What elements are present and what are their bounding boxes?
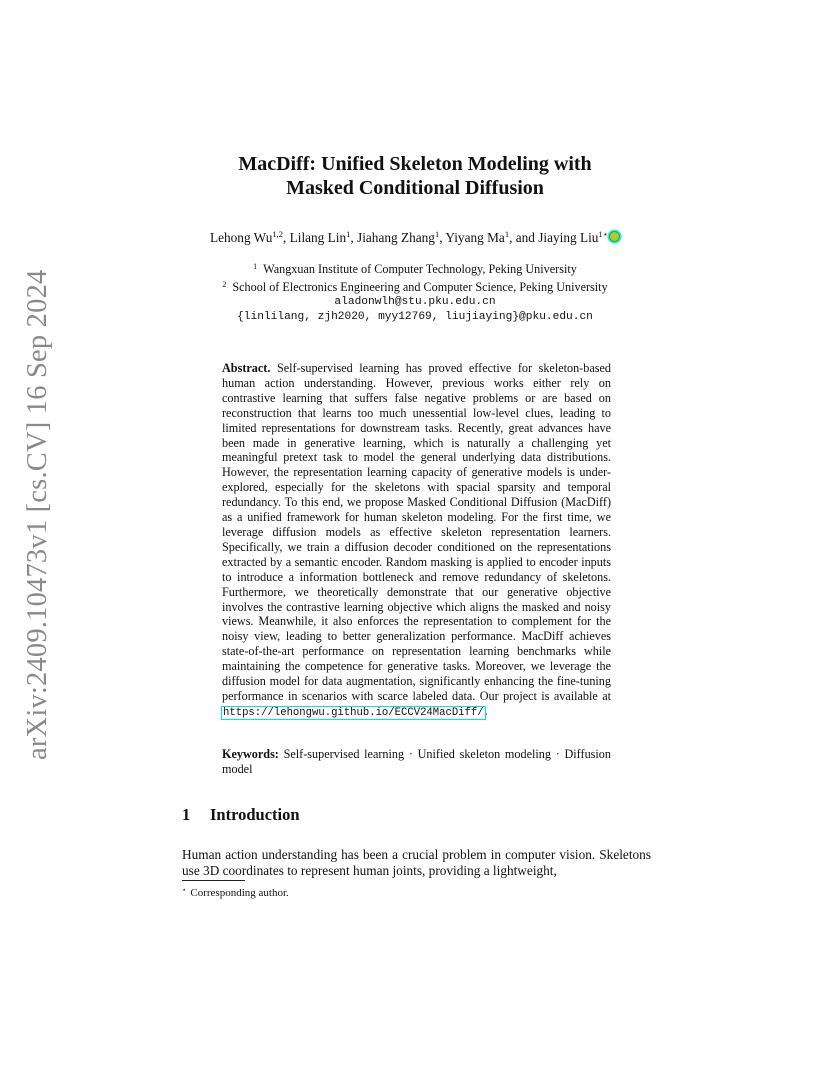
author-separator: , [350, 230, 358, 245]
footnote [182, 886, 289, 899]
orcid-icon[interactable] [609, 231, 620, 242]
intro-paragraph: Human action understanding has been a crucial problem in computer vision. Skeletons use 3D coordinates to represent human joints, providing a lightweight, [182, 847, 651, 878]
keywords [222, 747, 611, 777]
author-list [130, 229, 700, 246]
abstract-text: Self-supervised learning has proved effective for skeleton-based human action understanding. However, previous works either rely on contrastive learning that suffers false negative problems or are based on reconstruction that learns too much unessential low-level clues, leading to limited representations for downstream tasks. Recently, great advances have been made in generative learning, which is naturally a challenging yet meaningful pretext task to model the general underlying data distributions. However, the representation learning capacity of generative models is under-explored, especially for the skeletons with spacial sparsity and temporal redundancy. To this end, we propose Masked Conditional Diffusion (MacDiff) as a unified framework for human skeleton modeling. For the first time, we leverage diffusion models as effective skeleton representation learners. Specifically, we train a diffusion decoder conditioned on the representations extracted by a semantic encoder. Random masking is applied to encoder inputs to introduce a information bottleneck and remove redundancy of skeletons. Furthermore, we theoretically demonstrate that our generative objective involves the contrastive learning objective which aligns the masked and noisy views. Meanwhile, it also enforces the representation to complement for the noisy view, leading to better generalization performance. MacDiff achieves state-of-the-art performance on representation learning benchmarks while maintaining the competence for generative tasks. Moreover, we leverage the diffusion model for data augmentation, significantly enhancing the fine-tuning performance in scenarios with scarce labeled data. Our project is available at [222, 361, 611, 703]
affiliation-mark: 1 [253, 262, 258, 271]
author-affil-mark: 1 [434, 229, 440, 239]
section-number: 1 [182, 805, 191, 824]
footnote-mark: ⋆ [182, 886, 187, 894]
title-line-2: Masked Conditional Diffusion [286, 177, 544, 199]
footnote-text: Corresponding author. [190, 887, 289, 899]
abstract-label: Abstract. [222, 361, 271, 375]
footnote-rule [182, 880, 245, 881]
affiliation-mark: 2 [222, 280, 227, 289]
author-name: Yiyang Ma [445, 230, 505, 245]
author-name: Lehong Wu [209, 230, 273, 245]
project-url-link[interactable]: https://lehongwu.github.io/ECCV24MacDiff/ [223, 706, 484, 719]
abstract-tail: . [484, 703, 488, 718]
author-name: Lilang Lin [289, 230, 347, 245]
arxiv-identifier: arXiv:2409.10473v1 [cs.CV] 16 Sep 2024 [22, 269, 53, 760]
section-heading [182, 805, 300, 825]
author-separator: , and [509, 230, 539, 245]
affiliation-line [150, 277, 680, 295]
paper-title [150, 152, 680, 200]
keywords-text: Self-supervised learning · Unified skeleton modeling · Diffusion model [222, 747, 611, 776]
author-separator: , [439, 230, 446, 245]
affiliation-text: Wangxuan Institute of Computer Technology, Peking University [263, 262, 577, 276]
email-line: aladonwlh@stu.pku.edu.cn [334, 296, 496, 308]
author-separator: , [282, 230, 290, 245]
author-affil-mark: 1,2 [272, 229, 283, 239]
author-name: Jiahang Zhang [357, 230, 435, 245]
title-line-1: MacDiff: Unified Skeleton Modeling with [238, 153, 592, 175]
author-name: Jiaying Liu [538, 230, 599, 245]
section-title: Introduction [210, 805, 300, 824]
affiliations [150, 259, 680, 325]
author-affil-mark: 1⋆ [598, 229, 609, 239]
author-affil-mark: 1 [346, 229, 351, 239]
abstract [222, 361, 611, 721]
affiliation-text: School of Electronics Engineering and Computer Science, Peking University [232, 280, 608, 294]
keywords-label: Keywords: [222, 747, 279, 761]
email-line: {linlilang, zjh2020, myy12769, liujiaying}@pku.edu.cn [237, 311, 593, 323]
affiliation-line [150, 259, 680, 277]
author-affil-mark: 1 [504, 229, 510, 239]
